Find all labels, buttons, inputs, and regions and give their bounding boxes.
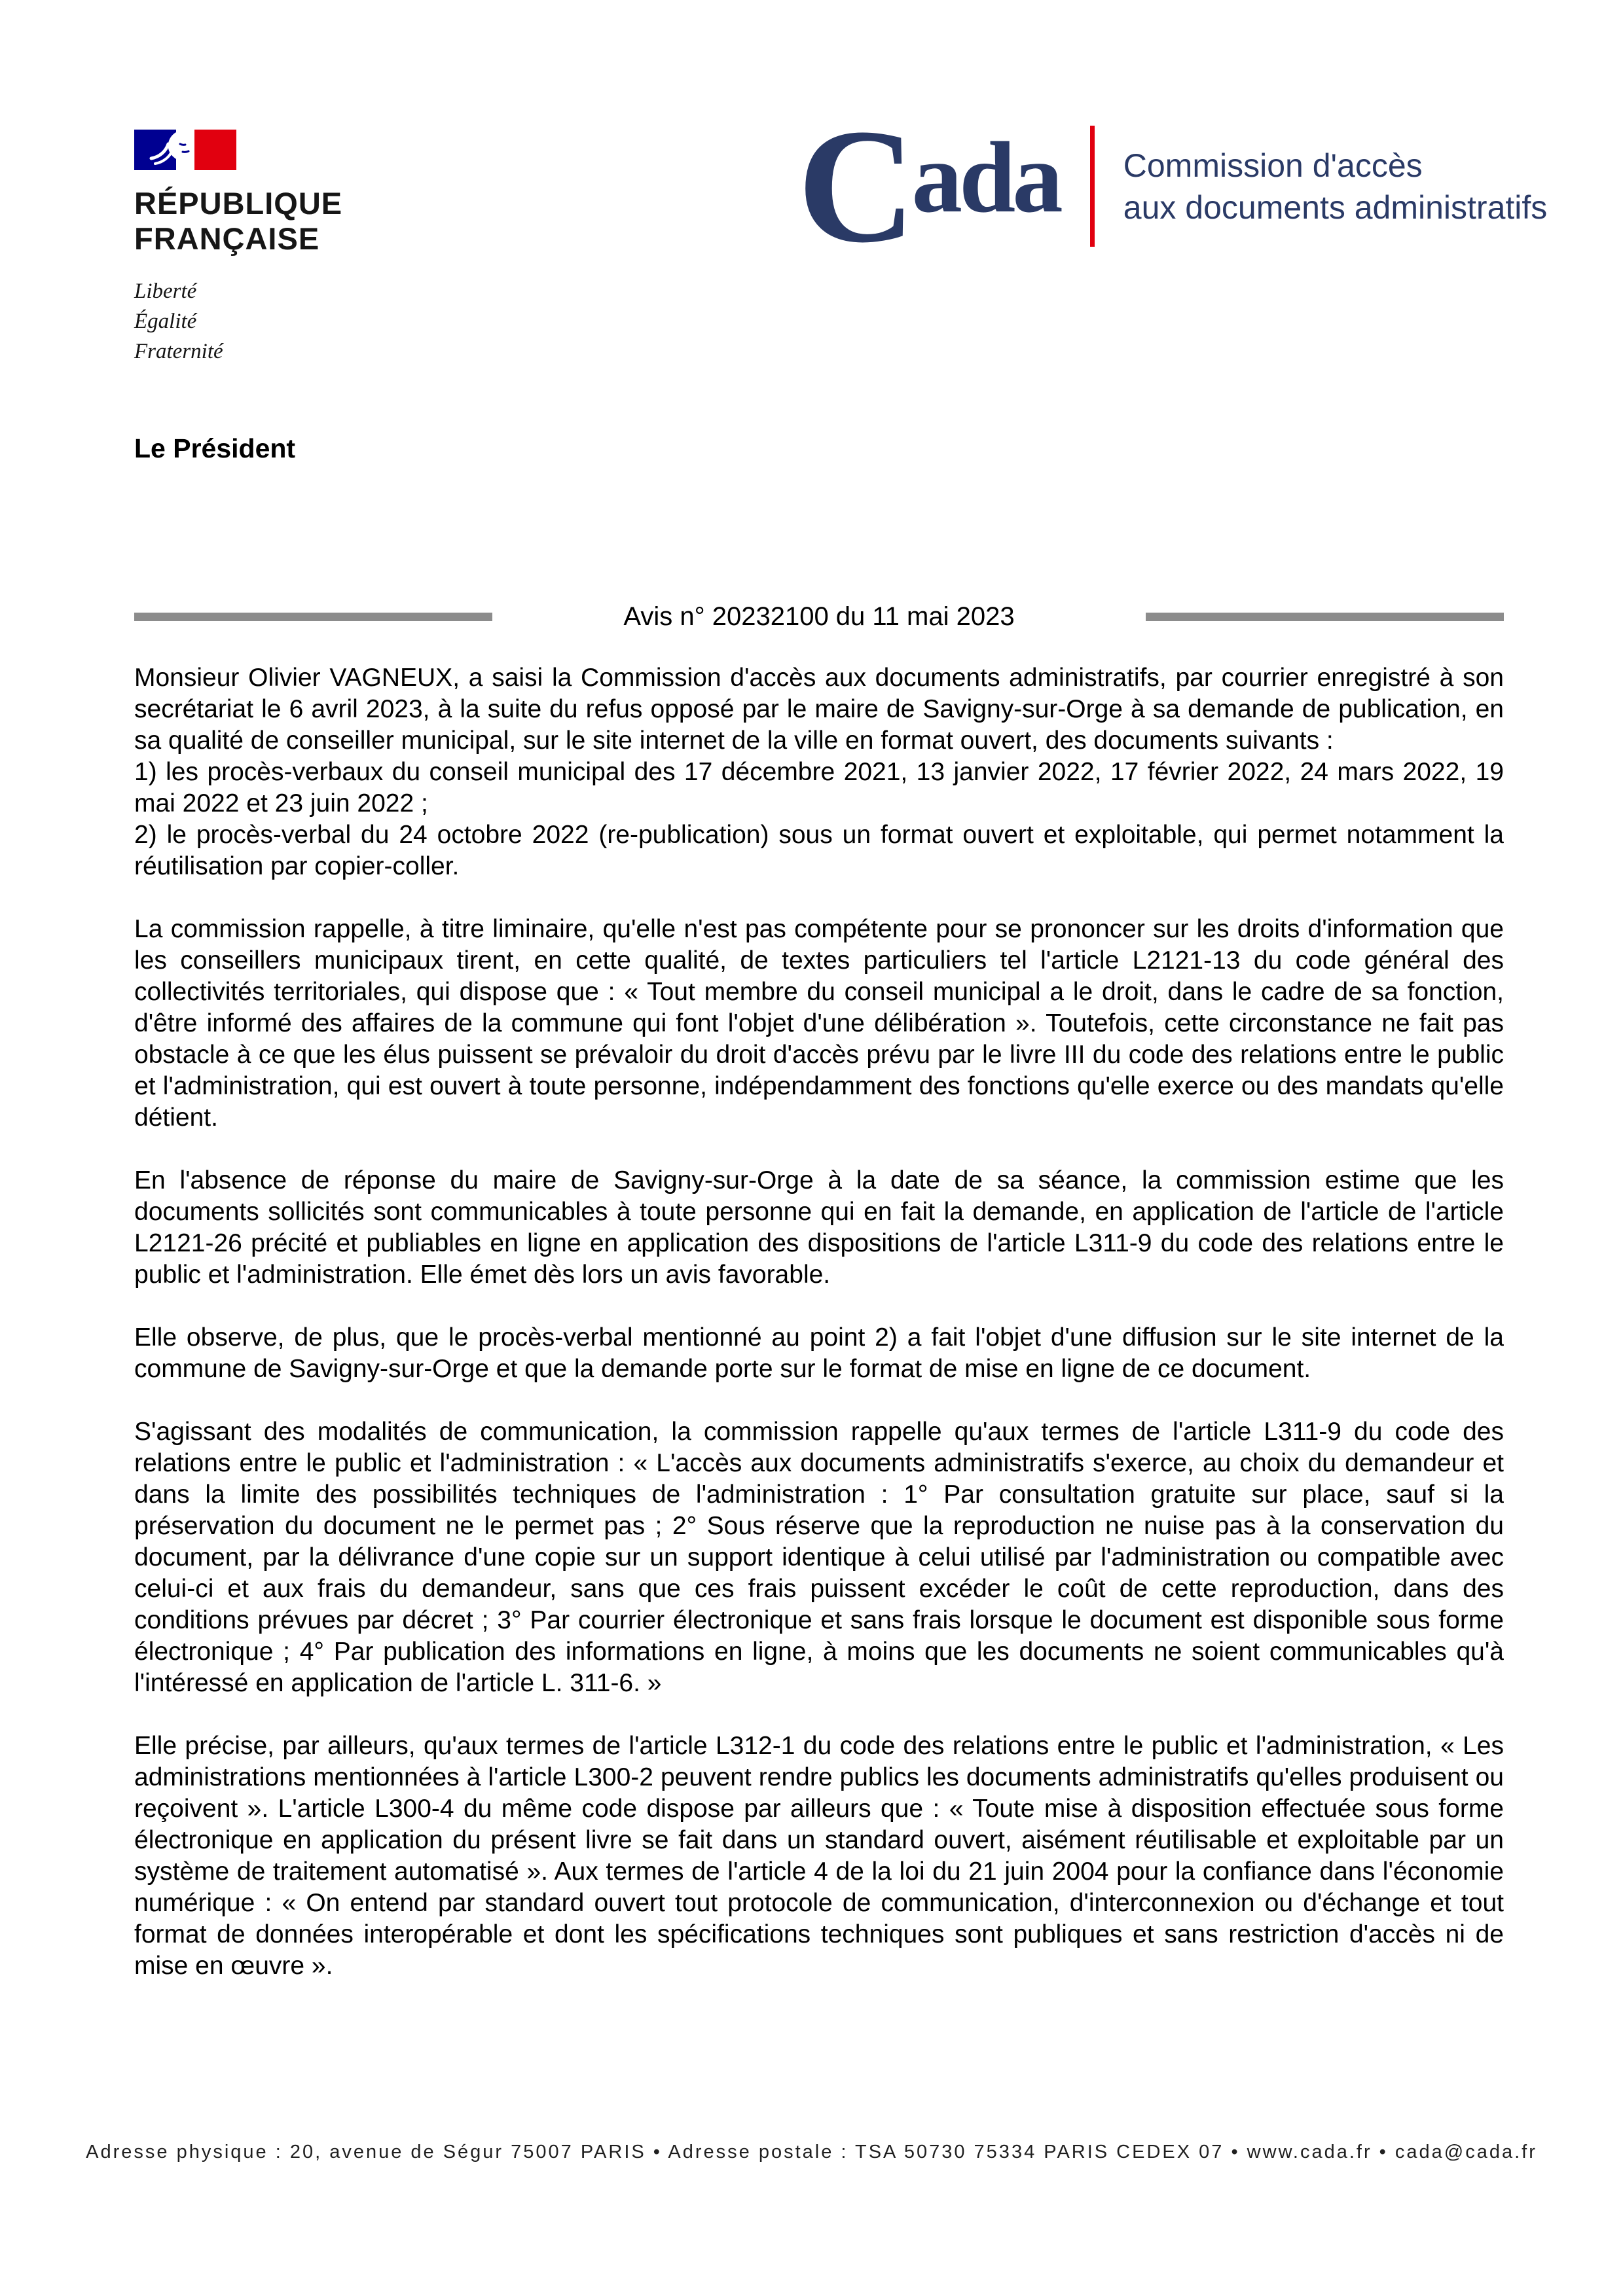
avis-title-row xyxy=(134,602,1504,632)
cada-tagline xyxy=(1123,145,1548,228)
motto-fraternite: Fraternité xyxy=(134,340,223,363)
republique-francaise-wordmark xyxy=(134,186,342,257)
footer-address: Adresse physique : 20, avenue de Ségur 75007 PARIS • Adresse postale : TSA 50730 75334 PARIS CEDEX 07 • www.cada.fr • cada@cada.fr xyxy=(86,2142,1537,2162)
paragraph-liminaire: La commission rappelle, à titre liminaire, qu'elle n'est pas compétente pour se prononcer sur les droits d'information que les conseillers municipaux tirent, en cette qualité, de textes particuliers tel l'article L2121-13 du code général des collectivités territoriales, qui dispose que : « Tout membre du conseil municipal a le droit, dans le cadre de sa fonction, d'être informé des affaires de la commune qui font l'objet d'une délibération ». Toutefois, cette circonstance ne fait pas obstacle à ce que les élus puissent se prévaloir du droit d'accès prévu par le livre III du code des relations entre le public et l'administration, qui est ouvert à toute personne, indépendamment des fonctions qu'elle exerce ou des mandats qu'elle détient. xyxy=(134,915,1504,1132)
rf-motto xyxy=(134,276,342,367)
cada-wordmark xyxy=(797,96,1060,277)
cada-logo xyxy=(797,96,1548,277)
motto-egalite: Égalité xyxy=(134,310,197,333)
title-rule-right xyxy=(1146,613,1504,621)
paragraph-modalites: S'agissant des modalités de communication, la commission rappelle qu'aux termes de l'article L311-9 du code des relations entre le public et l'administration : « L'accès aux documents administratifs s'exerce, au choix du demandeur et dans la limite des possibilités techniques de l'administration : 1° Par consultation gratuite sur place, sauf si la préservation du document ne le permet pas ; 2° Sous réserve que la reproduction ne nuise pas à la conservation du document, par la délivrance d'une copie sur un support identique à celui utilisé par l'administration ou compatible avec celui-ci et aux frais du demandeur, sans que ces frais puissent excéder le coût de cette reproduction, dans des conditions prévues par décret ; 3° Par courrier électronique et sans frais lorsque le document est disponible sous forme électronique ; 4° Par publication des informations en ligne, à moins que les documents ne soient communicables qu'à l'intéressé en application de l'article L. 311-6. » xyxy=(134,1418,1504,1697)
cada-wordmark-rest: ada xyxy=(911,121,1060,234)
paragraph-precision: Elle précise, par ailleurs, qu'aux termes de l'article L312-1 du code des relations entre le public et l'administration, « Les administrations mentionnées à l'article L300-2 peuvent rendre publics les documents administratifs qu'elles produisent ou reçoivent ». L'article L300-4 du même code dispose par ailleurs que : « Toute mise à disposition effectuée sous forme électronique en application du présent livre se fait dans un standard ouvert, aisément réutilisable et exploitable par un système de traitement automatisé ». Aux termes de l'article 4 de la loi du 21 juin 2004 pour la confiance dans l'économie numérique : « On entend par standard ouvert tout protocole de communication, d'interconnexion ou d'échange et tout format de données interopérable et dont les spécifications techniques sont publiques et sans restriction d'accès ni de mise en œuvre ». xyxy=(134,1732,1504,1980)
paragraph-avis-favorable: En l'absence de réponse du maire de Savigny-sur-Orge à la date de sa séance, la commission estime que les documents sollicités sont communicables à toute personne qui en fait la demande, en application de l'article de l'article L2121-26 précité et publiables en ligne en application des dispositions de l'article L311-9 du code des relations entre le public et l'administration. Elle émet dès lors un avis favorable. xyxy=(134,1166,1504,1289)
french-flag-marianne-icon xyxy=(134,130,236,170)
rf-line1: RÉPUBLIQUE xyxy=(134,186,343,221)
paragraph-intro: Monsieur Olivier VAGNEUX, a saisi la Commission d'accès aux documents administratifs, par courrier enregistré à son secrétariat le 6 avril 2023, à la suite du refus opposé par le maire de Savigny-sur-Orge à sa demande de publication, en sa qualité de conseiller municipal, sur le site internet de la ville en format ouvert, des documents suivants : xyxy=(134,664,1504,755)
cada-wordmark-initial: C xyxy=(797,96,916,277)
motto-liberte: Liberté xyxy=(134,279,197,303)
title-rule-left xyxy=(134,613,492,621)
cada-tagline-line2: aux documents administratifs xyxy=(1123,188,1548,226)
cada-logo-divider xyxy=(1090,126,1095,247)
republique-francaise-logo xyxy=(134,130,342,367)
avis-title: Avis n° 20232100 du 11 mai 2023 xyxy=(623,602,1015,631)
rf-line2: FRANÇAISE xyxy=(134,221,320,256)
cada-tagline-line1: Commission d'accès xyxy=(1123,147,1423,184)
list-item-1: 1) les procès-verbaux du conseil municipal des 17 décembre 2021, 13 janvier 2022, 17 février 2022, 24 mars 2022, 19 mai 2022 et 23 juin 2022 ; xyxy=(134,758,1504,817)
sender-title: Le Président xyxy=(134,433,296,463)
list-item-2: 2) le procès-verbal du 24 octobre 2022 (re-publication) sous un format ouvert et exploitable, qui permet notamment la réutilisation par copier-coller. xyxy=(134,821,1504,880)
letter-body xyxy=(134,662,1504,1982)
paragraph-observation: Elle observe, de plus, que le procès-verbal mentionné au point 2) a fait l'objet d'une diffusion sur le site internet de la commune de Savigny-sur-Orge et que la demande porte sur le format de mise en ligne de ce document. xyxy=(134,1323,1504,1383)
